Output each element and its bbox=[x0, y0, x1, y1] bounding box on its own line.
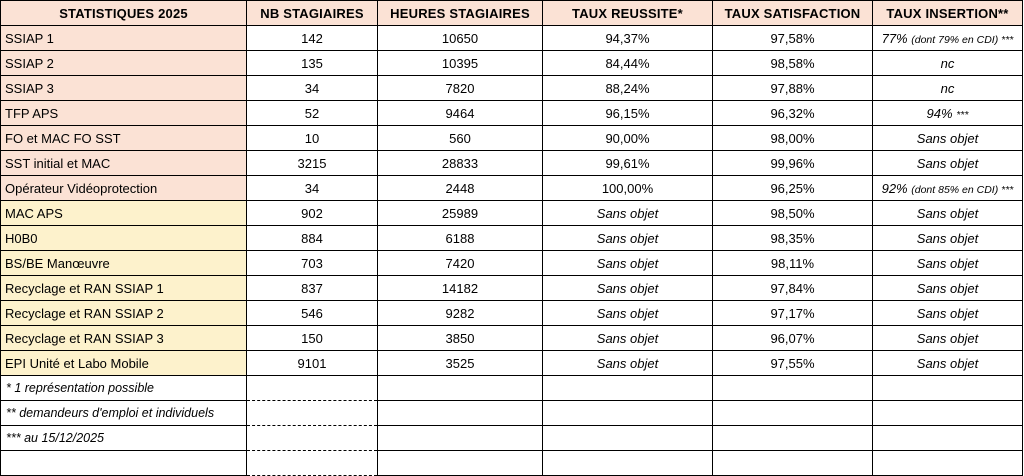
cell-taux-reussite: Sans objet bbox=[543, 201, 713, 226]
cell-taux-insertion bbox=[873, 176, 1023, 201]
cell-heures-stagiaires: 7820 bbox=[378, 76, 543, 101]
table-row bbox=[1, 26, 1023, 51]
cell-taux-insertion: Sans objet bbox=[873, 301, 1023, 326]
cell-nb-stagiaires: 837 bbox=[247, 276, 378, 301]
cell-taux-insertion bbox=[873, 151, 1023, 176]
table-body bbox=[1, 26, 1023, 476]
footnote-text: ** demandeurs d'emploi et individuels bbox=[1, 401, 247, 426]
insertion-note: (dont 79% en CDI) *** bbox=[911, 33, 1014, 46]
cell-nb-stagiaires: 3215 bbox=[247, 151, 378, 176]
row-label: H0B0 bbox=[1, 226, 247, 251]
empty-cell bbox=[713, 376, 873, 401]
cell-taux-reussite: Sans objet bbox=[543, 226, 713, 251]
row-label: SSIAP 2 bbox=[1, 51, 247, 76]
row-label: Recyclage et RAN SSIAP 3 bbox=[1, 326, 247, 351]
cell-taux-reussite: 99,61% bbox=[543, 151, 713, 176]
insertion-value: 94% bbox=[926, 105, 953, 121]
table-header bbox=[1, 1, 1023, 26]
insertion-value: Sans objet bbox=[916, 155, 979, 171]
cell-nb-stagiaires: 150 bbox=[247, 326, 378, 351]
empty-cell bbox=[378, 376, 543, 401]
cell-taux-insertion: Sans objet bbox=[873, 276, 1023, 301]
row-label: EPI Unité et Labo Mobile bbox=[1, 351, 247, 376]
row-label: MAC APS bbox=[1, 201, 247, 226]
cell-taux-insertion: Sans objet bbox=[873, 251, 1023, 276]
empty-cell bbox=[1, 451, 247, 476]
cell-taux-satisfaction: 97,55% bbox=[713, 351, 873, 376]
cell-nb-stagiaires: 884 bbox=[247, 226, 378, 251]
empty-cell bbox=[378, 426, 543, 451]
cell-heures-stagiaires: 3525 bbox=[378, 351, 543, 376]
row-label: Recyclage et RAN SSIAP 1 bbox=[1, 276, 247, 301]
row-label: FO et MAC FO SST bbox=[1, 126, 247, 151]
table-row bbox=[1, 101, 1023, 126]
row-label: Recyclage et RAN SSIAP 2 bbox=[1, 301, 247, 326]
cell-nb-stagiaires: 9101 bbox=[247, 351, 378, 376]
empty-cell bbox=[713, 451, 873, 476]
cell-taux-insertion: Sans objet bbox=[873, 226, 1023, 251]
cell-nb-stagiaires: 546 bbox=[247, 301, 378, 326]
cell-taux-satisfaction: 96,07% bbox=[713, 326, 873, 351]
column-header-taux-reussite: TAUX REUSSITE* bbox=[543, 1, 713, 26]
header-row bbox=[1, 1, 1023, 26]
table-row bbox=[1, 51, 1023, 76]
column-header-taux-satisfaction: TAUX SATISFACTION bbox=[713, 1, 873, 26]
cell-taux-reussite: Sans objet bbox=[543, 301, 713, 326]
insertion-value: 77% bbox=[881, 30, 908, 46]
table-row bbox=[1, 226, 1023, 251]
cell-taux-insertion: Sans objet bbox=[873, 201, 1023, 226]
cell-taux-reussite: Sans objet bbox=[543, 276, 713, 301]
table-row bbox=[1, 276, 1023, 301]
cell-taux-satisfaction: 96,32% bbox=[713, 101, 873, 126]
cell-taux-satisfaction: 98,58% bbox=[713, 51, 873, 76]
column-header-heures-stagiaires: HEURES STAGIAIRES bbox=[378, 1, 543, 26]
cell-taux-satisfaction: 98,11% bbox=[713, 251, 873, 276]
cell-taux-satisfaction: 98,50% bbox=[713, 201, 873, 226]
cell-heures-stagiaires: 560 bbox=[378, 126, 543, 151]
cell-heures-stagiaires: 14182 bbox=[378, 276, 543, 301]
row-label: BS/BE Manœuvre bbox=[1, 251, 247, 276]
cell-nb-stagiaires: 703 bbox=[247, 251, 378, 276]
empty-cell bbox=[713, 426, 873, 451]
cell-heures-stagiaires: 3850 bbox=[378, 326, 543, 351]
cell-nb-stagiaires: 902 bbox=[247, 201, 378, 226]
cell-taux-satisfaction: 97,88% bbox=[713, 76, 873, 101]
cell-taux-satisfaction: 98,00% bbox=[713, 126, 873, 151]
empty-cell bbox=[543, 376, 713, 401]
cell-taux-satisfaction: 97,84% bbox=[713, 276, 873, 301]
cell-nb-stagiaires: 10 bbox=[247, 126, 378, 151]
cell-taux-satisfaction: 98,35% bbox=[713, 226, 873, 251]
empty-cell bbox=[873, 376, 1023, 401]
empty-cell bbox=[247, 401, 378, 426]
insertion-note: (dont 85% en CDI) *** bbox=[911, 183, 1014, 196]
table-row bbox=[1, 251, 1023, 276]
cell-taux-reussite: 100,00% bbox=[543, 176, 713, 201]
empty-cell bbox=[873, 426, 1023, 451]
empty-cell bbox=[543, 451, 713, 476]
row-label: Opérateur Vidéoprotection bbox=[1, 176, 247, 201]
insertion-value: nc bbox=[940, 80, 955, 96]
cell-taux-insertion: Sans objet bbox=[873, 351, 1023, 376]
cell-nb-stagiaires: 52 bbox=[247, 101, 378, 126]
cell-heures-stagiaires: 10650 bbox=[378, 26, 543, 51]
cell-heures-stagiaires: 6188 bbox=[378, 226, 543, 251]
cell-heures-stagiaires: 9464 bbox=[378, 101, 543, 126]
cell-taux-insertion bbox=[873, 51, 1023, 76]
footnote-row bbox=[1, 376, 1023, 401]
table-row bbox=[1, 151, 1023, 176]
table-row bbox=[1, 126, 1023, 151]
table-row bbox=[1, 351, 1023, 376]
cell-heures-stagiaires: 2448 bbox=[378, 176, 543, 201]
empty-row bbox=[1, 451, 1023, 476]
cell-taux-insertion bbox=[873, 76, 1023, 101]
row-label: TFP APS bbox=[1, 101, 247, 126]
cell-nb-stagiaires: 34 bbox=[247, 76, 378, 101]
insertion-note: *** bbox=[956, 108, 969, 121]
empty-cell bbox=[378, 451, 543, 476]
empty-cell bbox=[543, 401, 713, 426]
cell-heures-stagiaires: 10395 bbox=[378, 51, 543, 76]
cell-taux-insertion bbox=[873, 26, 1023, 51]
insertion-value: Sans objet bbox=[916, 130, 979, 146]
cell-taux-satisfaction: 97,58% bbox=[713, 26, 873, 51]
cell-taux-reussite: Sans objet bbox=[543, 251, 713, 276]
column-header-nb-stagiaires: NB STAGIAIRES bbox=[247, 1, 378, 26]
column-header-statistiques: STATISTIQUES 2025 bbox=[1, 1, 247, 26]
empty-cell bbox=[873, 451, 1023, 476]
cell-nb-stagiaires: 135 bbox=[247, 51, 378, 76]
footnote-text: *** au 15/12/2025 bbox=[1, 426, 247, 451]
row-label: SST initial et MAC bbox=[1, 151, 247, 176]
cell-taux-reussite: 90,00% bbox=[543, 126, 713, 151]
footnote-text: * 1 représentation possible bbox=[1, 376, 247, 401]
cell-heures-stagiaires: 25989 bbox=[378, 201, 543, 226]
cell-taux-reussite: 84,44% bbox=[543, 51, 713, 76]
cell-taux-satisfaction: 99,96% bbox=[713, 151, 873, 176]
empty-cell bbox=[873, 401, 1023, 426]
table-row bbox=[1, 301, 1023, 326]
cell-taux-reussite: Sans objet bbox=[543, 351, 713, 376]
row-label: SSIAP 3 bbox=[1, 76, 247, 101]
table-row bbox=[1, 76, 1023, 101]
cell-taux-reussite: 96,15% bbox=[543, 101, 713, 126]
cell-taux-reussite: 88,24% bbox=[543, 76, 713, 101]
cell-heures-stagiaires: 9282 bbox=[378, 301, 543, 326]
table-row bbox=[1, 176, 1023, 201]
insertion-value: nc bbox=[940, 55, 955, 71]
cell-heures-stagiaires: 7420 bbox=[378, 251, 543, 276]
footnote-row bbox=[1, 401, 1023, 426]
cell-taux-insertion bbox=[873, 101, 1023, 126]
empty-cell bbox=[247, 426, 378, 451]
cell-taux-satisfaction: 96,25% bbox=[713, 176, 873, 201]
cell-taux-satisfaction: 97,17% bbox=[713, 301, 873, 326]
cell-taux-insertion bbox=[873, 126, 1023, 151]
empty-cell bbox=[543, 426, 713, 451]
column-header-taux-insertion: TAUX INSERTION** bbox=[873, 1, 1023, 26]
cell-nb-stagiaires: 34 bbox=[247, 176, 378, 201]
footnote-row bbox=[1, 426, 1023, 451]
table-row bbox=[1, 326, 1023, 351]
insertion-value: 92% bbox=[881, 180, 908, 196]
empty-cell bbox=[713, 401, 873, 426]
cell-nb-stagiaires: 142 bbox=[247, 26, 378, 51]
row-label: SSIAP 1 bbox=[1, 26, 247, 51]
empty-cell bbox=[247, 451, 378, 476]
empty-cell bbox=[247, 376, 378, 401]
cell-taux-reussite: Sans objet bbox=[543, 326, 713, 351]
empty-cell bbox=[378, 401, 543, 426]
cell-heures-stagiaires: 28833 bbox=[378, 151, 543, 176]
cell-taux-insertion: Sans objet bbox=[873, 326, 1023, 351]
cell-taux-reussite: 94,37% bbox=[543, 26, 713, 51]
table-row bbox=[1, 201, 1023, 226]
